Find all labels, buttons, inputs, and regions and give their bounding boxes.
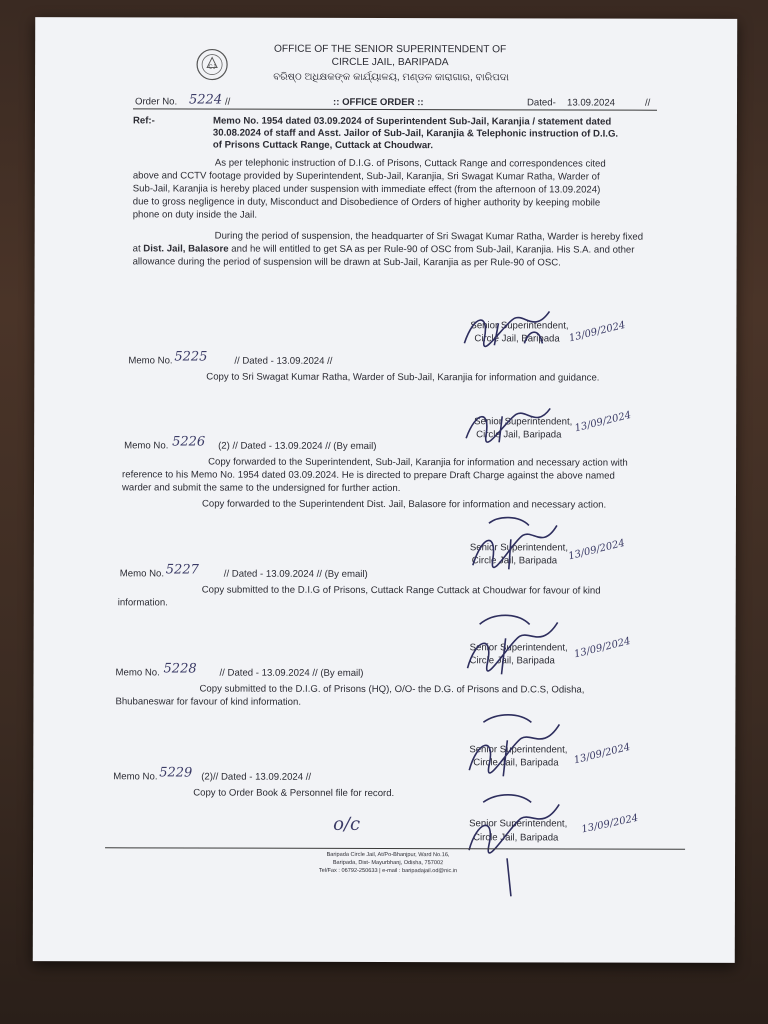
body-p1-line-5: phone on duty inside the Jail.: [132, 209, 258, 221]
memo-5227-line-2: information.: [117, 597, 168, 609]
sign-date-3: 13/09/2024: [567, 537, 626, 563]
office-order-title: :: OFFICE ORDER ::: [333, 96, 424, 109]
memo-5226-prefix: Memo No.: [124, 440, 169, 452]
memo-5226-line-2: reference to his Memo No. 1954 dated 03.09.2024. He is directed to prepare Draft Charge against the above named: [122, 469, 615, 482]
signature-6-icon: [453, 788, 583, 898]
footer-contact-line: Tel/Fax : 06792-250633 | e-mail : baripadajail.od@nic.in: [318, 867, 458, 875]
signature-3-icon: [459, 513, 579, 573]
header-odia-line: ବରିଷ୍ଠ ଅଧିକ୍ଷକଙ୍କ କାର୍ଯ୍ୟାଳୟ, ମଣ୍ଡଳ କାରାଗାର, ବାରିପଦା: [273, 71, 509, 84]
sign-date-1: 13/09/2024: [567, 319, 627, 345]
memo-5227-prefix: Memo No.: [119, 568, 165, 580]
signatory-office-4: Circle Jail, Baripada: [469, 655, 555, 667]
signatory-office-5: Circle Jail, Baripada: [473, 757, 559, 769]
memo-5228-dated: // Dated - 13.09.2024 // (By email): [219, 667, 364, 679]
sign-date-2: 13/09/2024: [573, 409, 633, 435]
body-p1-line-3: Sub-Jail, Karanjia is hereby placed under suspension with immediate effect (from the afternoon of 13.09.2024): [132, 183, 601, 196]
memo-5225-dated: // Dated - 13.09.2024 //: [234, 355, 333, 367]
handwritten-note: o/c: [333, 813, 361, 835]
memo-5226-line-4: Copy forwarded to the Superintendent Dist. Jail, Balasore for information and necessary action.: [201, 498, 607, 511]
order-suffix: //: [225, 96, 231, 108]
memo-5228-number: 5228: [163, 661, 197, 677]
body-p1-line-2: above and CCTV footage provided by Superintendent, Sub-Jail, Karanjia, Sri Swagat Kumar Ratha, Warder of: [132, 170, 600, 183]
memo-5225-prefix: Memo No.: [128, 355, 173, 367]
memo-5228-line-1: Copy submitted to the D.I.G. of Prisons (HQ), O/O- the D.G. of Prisons and D.C.S, Odisha,: [199, 683, 585, 696]
signatory-title-3: Senior Superintendent,: [469, 542, 569, 554]
body-p1-line-4: due to gross negligence in duty, Misconduct and Disobedience of Orders of higher authority by keeping mobile: [132, 196, 601, 209]
header-office-line: OFFICE OF THE SENIOR SUPERINTENDENT OF: [273, 43, 507, 56]
signature-4-icon: [454, 608, 584, 678]
memo-5225-number: 5225: [174, 349, 208, 365]
signatory-title-1: Senior Superintendent,: [470, 320, 569, 332]
footer-rule: [105, 847, 685, 850]
signatory-office-1: Circle Jail, Baripada: [474, 333, 560, 345]
order-dated-label: Dated-: [526, 97, 556, 109]
svg-text:CJ: CJ: [208, 64, 216, 71]
signature-1-icon: [454, 303, 574, 353]
ref-line-2: 30.08.2024 of staff and Asst. Jailor of Sub-Jail, Karanjia & Telephonic instruction of D.I.G.: [212, 127, 619, 140]
memo-5226-number: 5226: [172, 434, 206, 450]
footer-address-line-2: Baripada, Dist- Mayurbhanj, Odisha, 757002: [332, 859, 444, 867]
signatory-title-4: Senior Superintendent,: [469, 642, 568, 654]
order-dated-suffix: //: [644, 97, 651, 109]
memo-5229-dated: (2)// Dated - 13.09.2024 //: [201, 771, 312, 783]
memo-5228-line-2: Bhubaneswar for favour of kind information.: [115, 696, 302, 708]
signature-5-icon: [453, 708, 583, 778]
ref-label: Ref:-: [132, 115, 155, 127]
ref-line-3: of Prisons Cuttack Range, Cuttack at Choudwar.: [212, 139, 434, 152]
body-p2-line-1: During the period of suspension, the headquarter of Sri Swagat Kumar Ratha, Warder is hereby fixed: [214, 230, 644, 243]
signatory-title-2: Senior Superintendent,: [474, 416, 573, 428]
signatory-office-6: Circle Jail, Baripada: [473, 832, 559, 844]
signatory-office-3: Circle Jail, Baripada: [471, 555, 558, 567]
memo-5229-number: 5229: [159, 765, 193, 781]
signatory-title-6: Senior Superintendent,: [469, 818, 568, 830]
memo-5225-line-1: Copy to Sri Swagat Kumar Ratha, Warder of Sub-Jail, Karanjia for information and guidance.: [206, 371, 600, 384]
memo-5227-number: 5227: [165, 562, 199, 578]
memo-5226-line-3: warder and submit the same to the undersigned for further action.: [121, 482, 401, 495]
memo-5229-prefix: Memo No.: [113, 771, 158, 783]
body-p2-line-2: at Dist. Jail, Balasore and he will entitled to get SA as per Rule-90 of OSC from Sub-Jail, Karanjia. His S.A. and other: [132, 243, 635, 256]
footer-address-line-1: Baripada Circle Jail, At/Po-Bhanjpur, Ward No.16,: [326, 851, 450, 859]
body-p1-line-1: As per telephonic instruction of D.I.G. of Prisons, Cuttack Range and correspondences cited: [214, 157, 606, 170]
ref-line-1: Memo No. 1954 dated 03.09.2024 of Superintendent Sub-Jail, Karanjia / statement dated: [212, 115, 612, 128]
sign-date-6: 13/09/2024: [580, 812, 640, 836]
signatory-title-5: Senior Superintendent,: [469, 744, 568, 756]
memo-5226-dated: (2) // Dated - 13.09.2024 // (By email): [218, 440, 377, 452]
order-prefix: Order No.: [135, 96, 178, 108]
memo-5227-dated: // Dated - 13.09.2024 // (By email): [223, 568, 368, 580]
order-number: 5224: [189, 92, 223, 108]
sign-date-4: 13/09/2024: [573, 635, 632, 661]
sign-date-5: 13/09/2024: [572, 741, 632, 767]
memo-5228-prefix: Memo No.: [115, 667, 160, 679]
memo-5227-line-1: Copy submitted to the D.I.G of Prisons, Cuttack Range Cuttack at Choudwar for favour of kind: [201, 584, 601, 597]
header-jail-line: CIRCLE JAIL, BARIPADA: [331, 56, 449, 69]
document-sheet: [33, 17, 737, 963]
memo-5229-line-1: Copy to Order Book & Personnel file for record.: [193, 787, 395, 800]
memo-5226-line-1: Copy forwarded to the Superintendent, Sub-Jail, Karanjia for information and necessary action with: [208, 456, 628, 469]
signature-2-icon: [454, 398, 574, 448]
signatory-office-2: Circle Jail, Baripada: [476, 429, 562, 441]
order-underline: [133, 108, 657, 110]
body-p2-line-3: allowance during the period of suspension will be drawn at Sub-Jail, Karanjia as per Rule-90 of OSC.: [132, 256, 561, 269]
emblem-seal-icon: [195, 48, 229, 82]
order-date: 13.09.2024: [566, 97, 616, 109]
